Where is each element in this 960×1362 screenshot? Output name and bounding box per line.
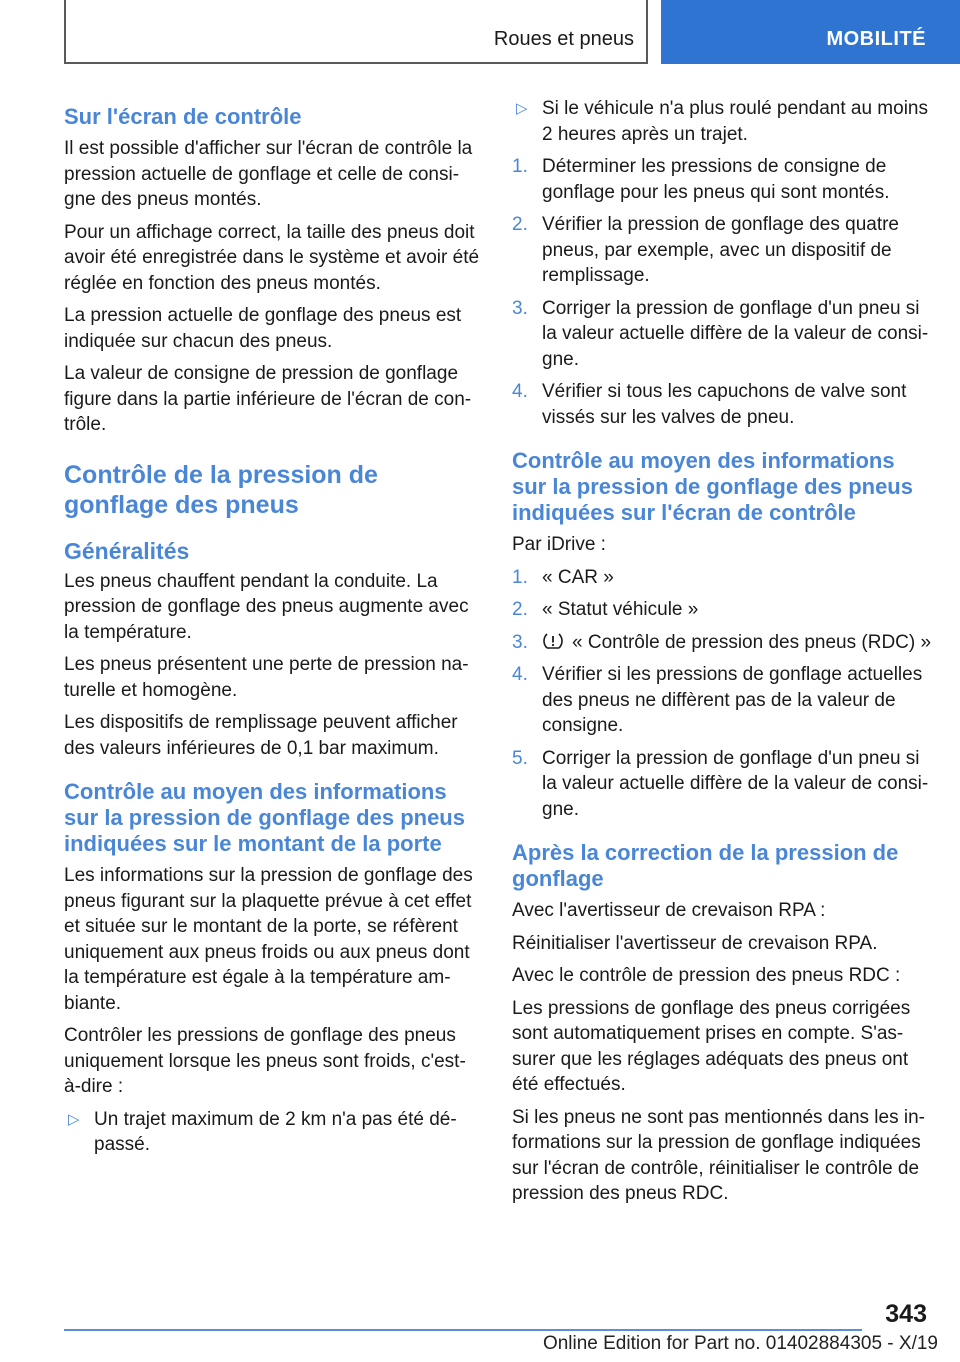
step-number: 4.	[512, 381, 528, 402]
bullet-list	[512, 96, 932, 147]
header-section-title: Roues et pneus	[493, 28, 634, 50]
step-text: Vérifier la pression de gonflage des quatre pneus, par exemple, avec un dispositif de remplissage.	[542, 214, 900, 286]
step-text: Corriger la pression de gonflage d'un pneu si la valeur actuelle diffère de la valeur de consi-gne.	[542, 297, 929, 370]
list-item	[512, 565, 932, 591]
paragraph: La pression actuelle de gonflage des pneus est indiquée sur chacun des pneus.	[64, 305, 462, 352]
paragraph: Les pressions de gonflage des pneus corrigées sont automatiquement prises en compte. S'as-surer que les réglages adéquats des pneus ont été effectués.	[512, 997, 911, 1095]
right-column	[512, 96, 932, 1214]
steps-list-b	[512, 565, 932, 823]
list-item	[512, 662, 932, 739]
heading-main: Contrôle de la pression de gonflage des pneus	[64, 460, 378, 519]
triangle-right-icon: ▷	[516, 100, 528, 117]
step-text: « Statut véhicule »	[542, 599, 699, 620]
step-text: Vérifier si tous les capuchons de valve sont vissés sur les valves de pneu.	[542, 381, 907, 428]
step-number: 2.	[512, 214, 528, 235]
header-chapter-label: MOBILITÉ	[826, 28, 926, 50]
list-item	[512, 746, 932, 823]
header-section-box	[64, 0, 648, 64]
step-text: Vérifier si les pressions de gonflage actuelles des pneus ne diffèrent pas de la valeur de consigne.	[542, 664, 923, 736]
paragraph: Par iDrive :	[512, 534, 606, 555]
bullet-list	[64, 1107, 482, 1158]
paragraph: Avec le contrôle de pression des pneus RDC :	[512, 965, 901, 986]
triangle-right-icon: ▷	[68, 1110, 80, 1128]
step-text: Corriger la pression de gonflage d'un pneu si la valeur actuelle diffère de la valeur de consi-gne.	[542, 747, 929, 820]
list-item	[512, 630, 932, 656]
paragraph: Il est possible d'afficher sur l'écran de contrôle la pression actuelle de gonflage et celle de consi-gne des pneus montés.	[64, 138, 473, 210]
paragraph: Réinitialiser l'avertisseur de crevaison RPA.	[512, 932, 878, 954]
paragraph: La valeur de consigne de pression de gonflage figure dans la partie inférieure de l'écran de con-trôle.	[64, 363, 472, 435]
paragraph: Pour un affichage correct, la taille des pneus doit avoir été enregistrée dans le système et avoir été réglée en fonction des pneus montés.	[64, 221, 480, 294]
step-number: 1.	[512, 566, 528, 588]
step-number: 3.	[512, 631, 528, 653]
paragraph: Les pneus présentent une perte de pression na-turelle et homogène.	[64, 654, 469, 701]
list-item	[512, 212, 932, 289]
list-item	[512, 96, 932, 147]
list-item	[512, 154, 932, 205]
list-item	[512, 379, 932, 430]
left-column	[64, 96, 482, 1165]
step-number: 5.	[512, 747, 528, 769]
steps-list-a	[512, 154, 932, 430]
step-number: 1.	[512, 156, 528, 177]
paragraph: Les informations sur la pression de gonflage des pneus figurant sur la plaquette prévue à cet effet et située sur le montant de la porte, se réfèrent uniquement aux pneus froids ou aux pneus dont la température est égale à la température am-biante.	[64, 865, 473, 1014]
footer-divider	[64, 1329, 862, 1331]
step-text: « CAR »	[542, 566, 614, 588]
step-number: 4.	[512, 664, 528, 685]
paragraph: Les pneus chauffent pendant la conduite. La pression de gonflage des pneus augmente avec la température.	[64, 570, 469, 643]
paragraph: Les dispositifs de remplissage peuvent afficher des valeurs inférieures de 0,1 bar maximum.	[64, 712, 458, 759]
list-item-text: Un trajet maximum de 2 km n'a pas été dé-passé.	[94, 1108, 457, 1155]
step-number: 3.	[512, 297, 528, 319]
heading-after-correction: Après la correction de la pression de gonflage	[512, 840, 899, 891]
heading-screen-check: Contrôle au moyen des informations sur la pression de gonflage des pneus indiquées sur l'écran de contrôle	[512, 448, 913, 525]
page-number: 343	[885, 1300, 927, 1328]
step-number: 2.	[512, 599, 528, 620]
heading-door: Contrôle au moyen des informations sur la pression de gonflage des pneus indiquées sur le montant de la porte	[64, 779, 465, 856]
step-text: « Contrôle de pression des pneus (RDC) »	[572, 631, 932, 653]
list-item-text: Si le véhicule n'a plus roulé pendant au moins 2 heures après un trajet.	[542, 98, 928, 145]
step-text: Déterminer les pressions de consigne de gonflage pour les pneus qui sont montés.	[542, 156, 890, 203]
list-item	[64, 1107, 482, 1158]
list-item	[512, 597, 932, 623]
paragraph: Si les pneus ne sont pas mentionnés dans les in-formations sur la pression de gonflage indiquées sur l'écran de contrôle, réinitialiser le contrôle de pression des pneus RDC.	[512, 1106, 925, 1204]
paragraph: Contrôler les pressions de gonflage des pneus uniquement lorsque les pneus sont froids, c'est-à-dire :	[64, 1025, 466, 1097]
paragraph: Avec l'avertisseur de crevaison RPA :	[512, 900, 826, 921]
header-chapter-tab[interactable]	[661, 0, 960, 64]
heading-screen: Sur l'écran de contrôle	[64, 104, 302, 129]
footer-edition: Online Edition for Part no. 01402884305 - X/19	[542, 1333, 938, 1354]
tire-pressure-icon	[542, 631, 564, 651]
heading-general: Généralités	[64, 537, 190, 564]
list-item	[512, 296, 932, 373]
